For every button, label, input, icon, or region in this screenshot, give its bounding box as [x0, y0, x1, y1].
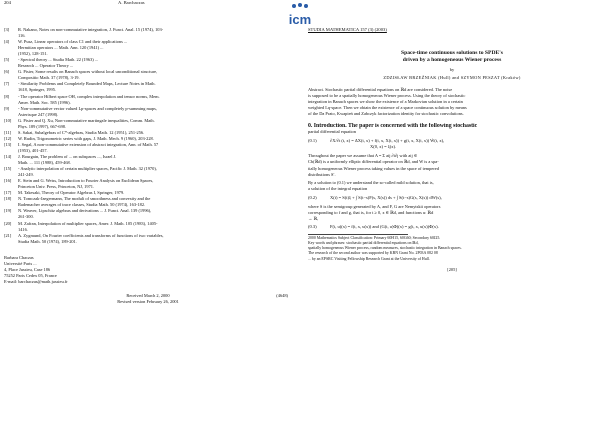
title-line: driven by a homogeneous Wiener process: [402, 57, 502, 63]
reference-number: [20]: [4, 220, 12, 226]
reference-item: [4, 239, 292, 245]
abstract: [308, 87, 596, 117]
equation-0-1: [308, 138, 596, 150]
received-block: [4, 293, 292, 305]
authors: ZDZISŁAW BRZEŹNIAK (Hull) and SZYMON PESZAT (Kraków): [383, 75, 521, 81]
received-line: Received March 2, 2000: [126, 292, 170, 298]
footnotes: [308, 236, 596, 262]
reference-number: [17]: [4, 190, 12, 196]
right-page-body: [308, 50, 596, 422]
reference-number: [19]: [4, 208, 12, 214]
reference-text: N. Tomczak-Jaegermann, The moduli of smoothness and convexity and the: [18, 196, 151, 202]
abstract-line: weighted Lq-space. Then we obtain the existence of a space continuous solution by means: [308, 105, 467, 111]
article-title: [308, 50, 596, 64]
reference-text: - The operator Hilbert space OH, complex interpolation and tensor norms, Mem.: [18, 93, 160, 99]
reference-text: Amer. Math. Soc. 585 (1996).: [18, 99, 71, 105]
paragraph-line: → ℝ,: [308, 215, 319, 221]
eq-label: (0.1): [308, 138, 317, 144]
reference-number: [10]: [4, 117, 12, 123]
eq-line: F(t, u)(x) = f(t, x, u(x)) and (G(t, u)Φ)(x) = g(t, x, u(x))Φ(x).: [330, 223, 439, 229]
abstract-line: of the Da Prato, Kwapień and Zabczyk factorization identity for stochastic convolutions.: [308, 111, 464, 117]
reference-list: [4, 27, 292, 245]
paragraph-line: Cb(ℝd) is a uniformly elliptic differential operator on ℝd, and W is a spa-: [308, 159, 439, 165]
reference-text: R. Nakano, Notes on non-commutative integration, J. Funct. Anal. 15 (1974), 103-: [18, 27, 164, 32]
reference-text: 241-249.: [18, 172, 34, 178]
reference-number: [4]: [4, 39, 10, 45]
reference-text: G. Pisier, Some results on Banach spaces without local unconditional structure,: [18, 69, 158, 75]
left-running-header: A. Barchaczas: [118, 0, 145, 5]
journal-header: STUDIA MATHEMATICA 157 (3) (2003): [308, 27, 387, 32]
reference-text: Princeton Univ. Press, Princeton, NJ, 1971.: [18, 184, 95, 190]
footnote-rule: [308, 234, 408, 235]
paragraph-line: a solution of the integral equation: [308, 185, 368, 191]
reference-text: A. Zygmund, On Fourier coefficients and transforms of functions of two variables,: [18, 232, 164, 238]
paragraph: [308, 180, 596, 192]
reference-text: M. Takesaki, Theory of Operator Algebras I, Springer, 1979.: [18, 190, 125, 196]
reference-text: - Similarity Problems and Completely Bounded Maps, Lecture Notes in Math.: [18, 81, 156, 87]
eq-line: ∂X/∂t (t, x) = ΔX(t, x) + f(t, x, X(t, x)) + g(t, x, X(t, x)) Ẇ(t, x),: [330, 138, 445, 144]
footnote-line: ... by an EPSRC Visiting Fellowship Research Grant at the University of Hull.: [308, 256, 430, 261]
reference-number: [3]: [4, 27, 10, 32]
author-address: [4, 255, 292, 285]
abstract-line: Abstract. Stochastic partial differential equations on ℝd are considered. The noise: [308, 87, 453, 93]
paragraph-line: corresponding to f and g, that is, for t ≥ 0, x ∈ ℝd, and functions u: ℝd: [308, 209, 434, 215]
reference-text: 116.: [18, 33, 26, 39]
reference-number: [12]: [4, 135, 12, 141]
address-line: Barbara Chaczas: [4, 254, 34, 260]
section-line-2: partial differential equation: [308, 129, 356, 135]
section-heading: 0. Introduction. The paper is concerned with the following stochastic: [308, 123, 478, 130]
paragraph: [308, 153, 596, 177]
left-page-number: 204: [4, 0, 11, 5]
footnote-line: 2000 Mathematics Subject Classification: Primary 60H15, 60G60; Secondary 60J25.: [308, 235, 441, 240]
icm-logo-text: icm: [288, 12, 312, 27]
reference-text: Math. ... 111 (1988), 459-468.: [18, 160, 71, 166]
reference-number: [15]: [4, 166, 12, 172]
reference-text: Hermitian operators ... Math. Ann. 120 (1941) ...: [18, 45, 104, 51]
footnote-line: spatially homogeneous Wiener process, random measures, stochastic integration in Banach spaces.: [308, 246, 462, 251]
reference-text: M. Zafran, Interpolation of multiplier spaces, Amer. J. Math. 105 (1983), 1405-: [18, 220, 158, 226]
reference-number: [21]: [4, 232, 12, 238]
paragraph-line: tially homogeneous Wiener process taking values in the space of tempered: [308, 165, 439, 171]
reference-number: [7]: [4, 81, 10, 87]
reference-text: Rademacher averages of trace classes, Studia Math. 50 (1974), 163-182.: [18, 202, 146, 208]
reference-number: [16]: [4, 178, 12, 184]
reference-number: [18]: [4, 196, 12, 202]
reference-number: [11]: [4, 129, 12, 135]
reference-text: W. Pusz, Linear operators of class C1 and their applications ...: [18, 39, 128, 45]
reference-number: [6]: [4, 69, 10, 75]
footnote-line: Key words and phrases: stochastic partial differential equations on ℝd,: [308, 241, 419, 246]
received-code: (4648): [276, 292, 288, 298]
reference-number: [8]: [4, 93, 10, 99]
paragraph-line: where S is the semigroup generated by A, and F, G are Nemytskii operators: [308, 203, 441, 209]
eq-line: X(t) = S(t)ξ + ∫ S(t−s)F(s, X(s)) ds + ∫ S(t−s)G(s, X(s)) dW(s),: [330, 194, 442, 200]
reference-text: S. Sakai, Subalgebras of C*-algebras, Studia Math. 12 (1951), 251-256.: [18, 129, 145, 135]
eq-line: X(0, x) = ξ(x).: [370, 144, 397, 150]
footnote-line: The research of the second author was supported by KBN Grant No. 2P03A 082 08: [308, 251, 438, 256]
reference-number: [5]: [4, 57, 10, 63]
received-line: Revised version February 26, 2001: [117, 298, 179, 304]
reference-text: Compositio Math. 37 (1978), 3-19.: [18, 75, 80, 81]
reference-text: - Analytic interpolation of certain multiplier spaces, Pacific J. Math. 32 (1970),: [18, 166, 157, 172]
reference-text: W. Rudin, Trigonometric series with gaps, J. Math. Mech. 9 (1960), 203-228.: [18, 135, 154, 141]
abstract-line: is supposed to be a spatially homogeneous Wiener process. Using the theory of stochastic: [308, 93, 466, 99]
reference-text: Studia Math. 50 (1974), 189-201.: [18, 238, 77, 244]
reference-number: [9]: [4, 105, 10, 111]
equation-0-3: [308, 224, 596, 230]
reference-text: (1953), 401-457.: [18, 147, 48, 153]
reference-text: 261-300.: [18, 214, 34, 220]
reference-text: G. Pisier and Q. Xu, Non-commutative martingale inequalities, Comm. Math.: [18, 117, 155, 123]
reference-text: - Non-commutative vector valued Lp-spaces and completely p-summing maps,: [18, 105, 157, 111]
eq-label: (0.3): [308, 223, 317, 229]
address-line: E-mail: barchaczas@math.jussieu.fr: [4, 278, 68, 284]
bottom-page-number: [205]: [447, 266, 457, 272]
abstract-line: integration in Banach spaces we show the existence of a Markovian solution in a certain: [308, 99, 463, 105]
reference-number: [4, 239, 18, 245]
reference-text: 1618, Springer, 1995.: [18, 87, 56, 93]
by-line: by: [449, 67, 455, 72]
equation-0-2: [308, 195, 596, 201]
reference-text: Asterisque 247 (1998).: [18, 111, 59, 117]
reference-text: - Spectral theory ... Studia Math. 22 (1963) ...: [18, 57, 99, 63]
paragraph: [308, 204, 596, 222]
title-line: Space-time continuous solutions to SPDE's: [401, 50, 503, 56]
eq-label: (0.2): [308, 194, 317, 200]
paragraph-line: Throughout the paper we assume that A = Σ aij ∂i∂j with aij ∈: [308, 153, 418, 159]
reference-text: 1416.: [18, 226, 28, 232]
paragraph-line: distributions S′.: [308, 171, 336, 177]
reference-number: [14]: [4, 153, 12, 159]
reference-text: Research ... Operator Theory ...: [18, 63, 74, 69]
received-dates: [4, 293, 292, 305]
reference-text: Phys. 189 (1997), 667-698.: [18, 123, 67, 129]
address-line: Université Paris ...: [4, 260, 37, 266]
reference-number: [13]: [4, 141, 12, 147]
reference-text: N. Weaver, Lipschitz algebras and derivations ... J. Funct. Anal. 139 (1996),: [18, 208, 152, 214]
left-page-body: [4, 27, 292, 419]
reference-text: I. Segal, A non-commutative extension of abstract integration, Ann. of Math. 57: [18, 141, 159, 147]
reference-text: E. Stein and G. Weiss, Introduction to Fourier Analysis on Euclidean Spaces,: [18, 178, 154, 184]
paragraph-line: By a solution to (0.1) we understand the so-called mild solution, that is,: [308, 179, 434, 185]
address-line: 4, Place Jussieu, Case 186: [4, 266, 51, 272]
reference-text: J. Bourgain, The problem of ... on subspaces ..., Israel J.: [18, 153, 117, 159]
reference-text: (1952), 128-151.: [18, 51, 48, 57]
address-line: 75252 Paris Cedex 05, France: [4, 272, 57, 278]
icm-logo: [283, 2, 317, 28]
